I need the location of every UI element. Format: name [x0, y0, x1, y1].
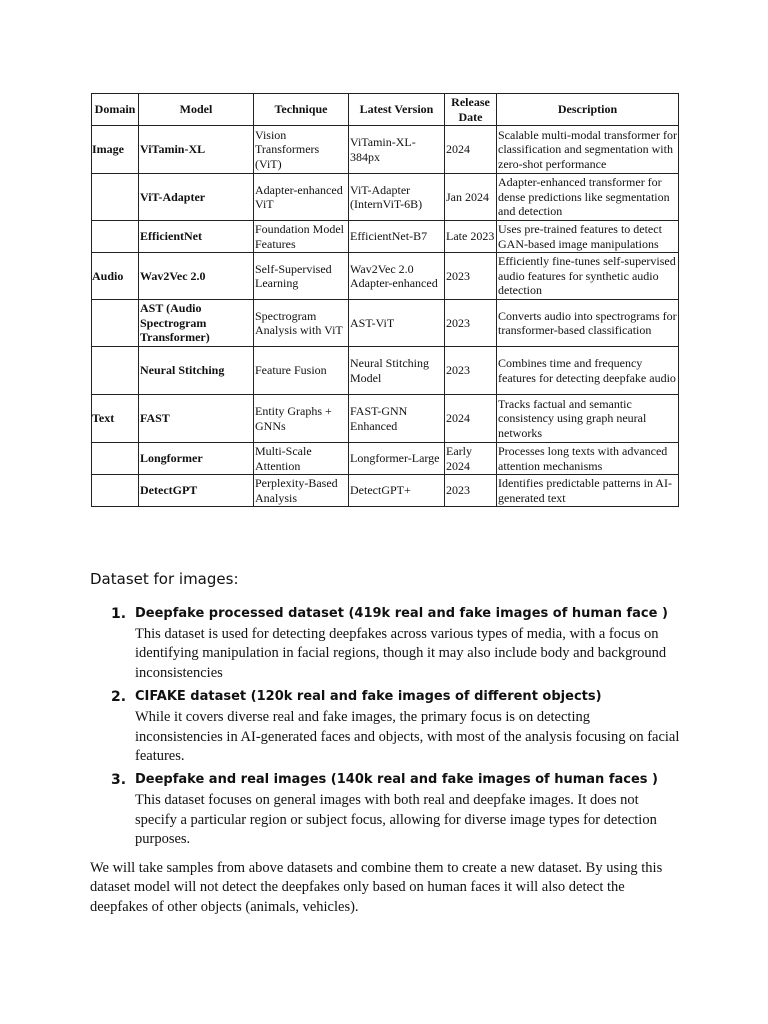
- dataset-description: This dataset is used for detecting deepfakes across various types of media, with a focus on identifying manipulation in facial regions, though it may also include body and background inconsistencies: [135, 626, 667, 681]
- cell-model: Longformer: [139, 443, 254, 475]
- table-row: [92, 300, 679, 347]
- dataset-title: Deepfake and real images (140k real and fake images of human faces ): [135, 772, 658, 788]
- cell-release: 2023: [445, 300, 497, 347]
- cell-model: EfficientNet: [139, 221, 254, 253]
- header-latest-version: Latest Version: [349, 94, 445, 126]
- list-item: [90, 604, 680, 683]
- table-row: [92, 443, 679, 475]
- cell-release: Late 2023: [445, 221, 497, 253]
- cell-release: 2024: [445, 395, 497, 443]
- cell-technique: Adapter-enhanced ViT: [254, 174, 349, 221]
- cell-model: FAST: [139, 395, 254, 443]
- cell-technique: Multi-Scale Attention: [254, 443, 349, 475]
- cell-domain: [92, 174, 139, 221]
- cell-description: Converts audio into spectrograms for transformer-based classification: [497, 300, 679, 347]
- cell-technique: Entity Graphs + GNNs: [254, 395, 349, 443]
- models-table: [91, 93, 679, 507]
- header-technique: Technique: [254, 94, 349, 126]
- cell-description: Uses pre-trained features to detect GAN-based image manipulations: [497, 221, 679, 253]
- cell-release: 2024: [445, 126, 497, 174]
- cell-version: EfficientNet-B7: [349, 221, 445, 253]
- header-description: Description: [497, 94, 679, 126]
- dataset-description: While it covers diverse real and fake images, the primary focus is on detecting inconsistencies in AI-generated faces and objects, with most of the analysis focusing on facial features.: [135, 709, 680, 765]
- cell-release: 2023: [445, 347, 497, 395]
- cell-release: Jan 2024: [445, 174, 497, 221]
- cell-version: DetectGPT+: [349, 475, 445, 507]
- cell-technique: Foundation Model Features: [254, 221, 349, 253]
- cell-domain: Audio: [92, 253, 139, 300]
- item-number: 2.: [111, 689, 127, 706]
- cell-domain: [92, 475, 139, 507]
- cell-domain: Image: [92, 126, 139, 174]
- cell-description: Combines time and frequency features for detecting deepfake audio: [497, 347, 679, 395]
- cell-technique: Feature Fusion: [254, 347, 349, 395]
- cell-release: 2023: [445, 475, 497, 507]
- dataset-list: [90, 604, 680, 854]
- cell-model: ViTamin-XL: [139, 126, 254, 174]
- table-row: [92, 253, 679, 300]
- header-model: Model: [139, 94, 254, 126]
- cell-version: Neural Stitching Model: [349, 347, 445, 395]
- cell-description: Tracks factual and semantic consistency using graph neural networks: [497, 395, 679, 443]
- table-row: [92, 475, 679, 507]
- table-row: [92, 126, 679, 174]
- cell-model: Wav2Vec 2.0: [139, 253, 254, 300]
- cell-technique: Spectrogram Analysis with ViT: [254, 300, 349, 347]
- cell-description: Scalable multi-modal transformer for classification and segmentation with zero-shot performance: [497, 126, 679, 174]
- summary-paragraph: We will take samples from above datasets and combine them to create a new dataset. By using this dataset model will not detect the deepfakes only based on human faces it will also detect the deepfakes of other objects (animals, vehicles).: [90, 860, 663, 915]
- section-heading: Dataset for images:: [90, 570, 239, 588]
- cell-model: ViT-Adapter: [139, 174, 254, 221]
- cell-description: Adapter-enhanced transformer for dense predictions like segmentation and detection: [497, 174, 679, 221]
- cell-version: Longformer-Large: [349, 443, 445, 475]
- cell-domain: [92, 443, 139, 475]
- cell-technique: Vision Transformers (ViT): [254, 126, 349, 174]
- list-item: [90, 687, 680, 766]
- cell-domain: [92, 347, 139, 395]
- dataset-title: CIFAKE dataset (120k real and fake images of different objects): [135, 689, 602, 705]
- cell-model: Neural Stitching: [139, 347, 254, 395]
- header-domain: Domain: [92, 94, 139, 126]
- dataset-title: Deepfake processed dataset (419k real and fake images of human face ): [135, 606, 668, 621]
- cell-domain: Text: [92, 395, 139, 443]
- header-release-date: Release Date: [445, 94, 497, 126]
- cell-description: Processes long texts with advanced attention mechanisms: [497, 443, 679, 475]
- cell-domain: [92, 221, 139, 253]
- cell-version: ViT-Adapter (InternViT-6B): [349, 174, 445, 221]
- cell-description: Identifies predictable patterns in AI-generated text: [497, 475, 679, 507]
- table-row: [92, 347, 679, 395]
- item-number: 1.: [111, 606, 127, 622]
- table-row: [92, 221, 679, 253]
- cell-technique: Perplexity-Based Analysis: [254, 475, 349, 507]
- cell-version: ViTamin-XL-384px: [349, 126, 445, 174]
- cell-version: AST-ViT: [349, 300, 445, 347]
- table-header-row: [92, 94, 679, 126]
- cell-version: FAST-GNN Enhanced: [349, 395, 445, 443]
- cell-release: Early 2024: [445, 443, 497, 475]
- cell-description: Efficiently fine-tunes self-supervised audio features for synthetic audio detection: [497, 253, 679, 300]
- cell-model: DetectGPT: [139, 475, 254, 507]
- cell-domain: [92, 300, 139, 347]
- cell-release: 2023: [445, 253, 497, 300]
- list-item: [90, 770, 680, 849]
- table-row: [92, 174, 679, 221]
- cell-version: Wav2Vec 2.0 Adapter-enhanced: [349, 253, 445, 300]
- dataset-description: This dataset focuses on general images with both real and deepfake images. It does not specify a particular region or subject focus, allowing for diverse image types for detection purposes.: [135, 792, 657, 848]
- cell-technique: Self-Supervised Learning: [254, 253, 349, 300]
- item-number: 3.: [111, 772, 127, 789]
- cell-model: AST (Audio Spectrogram Transformer): [139, 300, 254, 347]
- table-row: [92, 395, 679, 443]
